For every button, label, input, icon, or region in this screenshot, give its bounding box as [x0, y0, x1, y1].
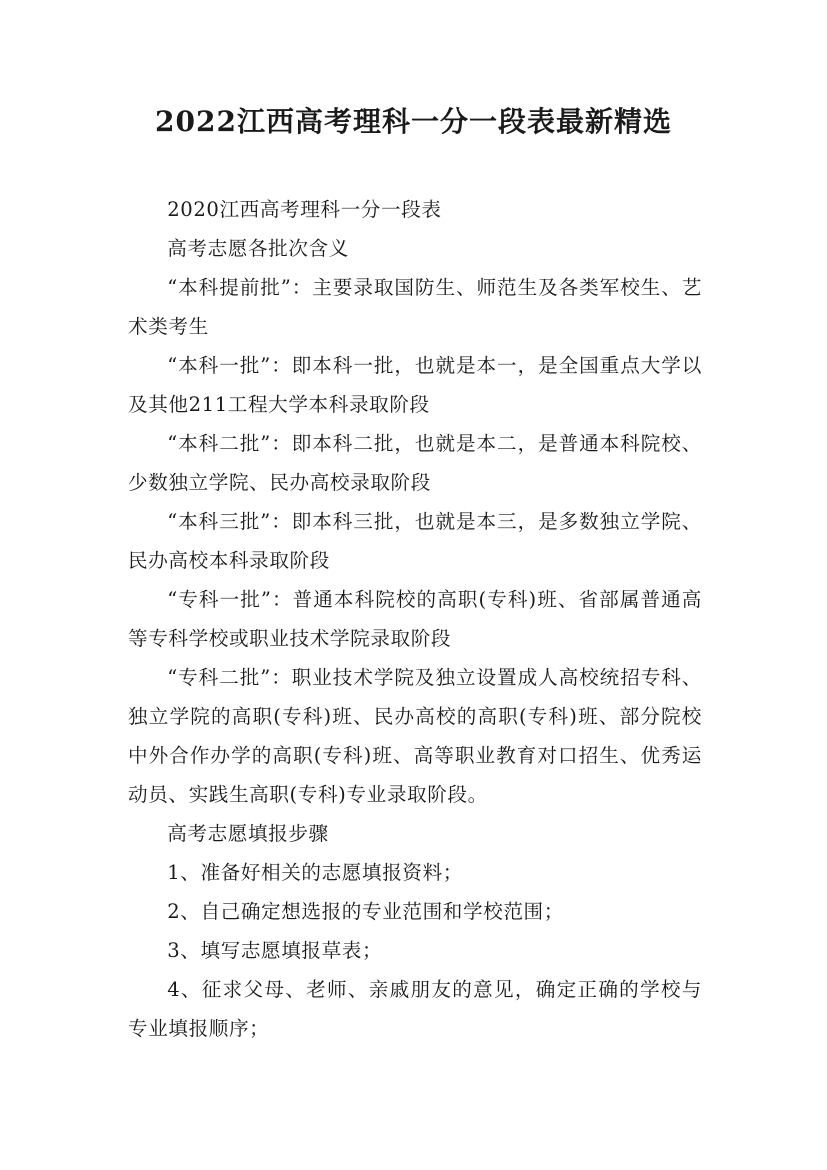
- paragraph-step-1: 1、准备好相关的志愿填报资料；: [167, 861, 463, 884]
- document-title: 2022江西高考理科一分一段表最新精选: [155, 105, 672, 138]
- paragraph-subtitle: 2020江西高考理科一分一段表: [167, 198, 442, 221]
- paragraph-step-4: 4、征求父母、老师、亲戚朋友的意见，确定正确的学校与专业填报顺序；: [128, 978, 702, 1040]
- paragraph-batch-second: “本科二批”：即本科二批，也就是本二，是普通本科院校、少数独立学院、民办高校录取阶段: [128, 432, 702, 494]
- paragraph-vocational-second: “专科二批”：职业技术学院及独立设置成人高校统招专科、独立学院的高职(专科)班、民办高校的高职(专科)班、部分院校中外合作办学的高职(专科)班、高等职业教育对口招生、优秀运动员、实践生高职(专科)专业录取阶段。: [128, 666, 702, 806]
- paragraph-batch-early: “本科提前批”：主要录取国防生、师范生及各类军校生、艺术类考生: [128, 276, 702, 338]
- paragraph-vocational-first: “专科一批”：普通本科院校的高职(专科)班、省部属普通高等专科学校或职业技术学院录取阶段: [128, 588, 702, 650]
- paragraph-heading-batches: 高考志愿各批次含义: [167, 237, 349, 260]
- paragraph-step-3: 3、填写志愿填报草表；: [167, 939, 383, 962]
- paragraph-heading-steps: 高考志愿填报步骤: [167, 822, 329, 845]
- document-body: [128, 190, 702, 1048]
- paragraph-step-2: 2、自己确定想选报的专业范围和学校范围；: [167, 900, 564, 923]
- paragraph-batch-third: “本科三批”：即本科三批，也就是本三，是多数独立学院、民办高校本科录取阶段: [128, 510, 702, 572]
- paragraph-batch-first: “本科一批”：即本科一批，也就是本一，是全国重点大学以及其他211工程大学本科录取阶段: [128, 354, 702, 416]
